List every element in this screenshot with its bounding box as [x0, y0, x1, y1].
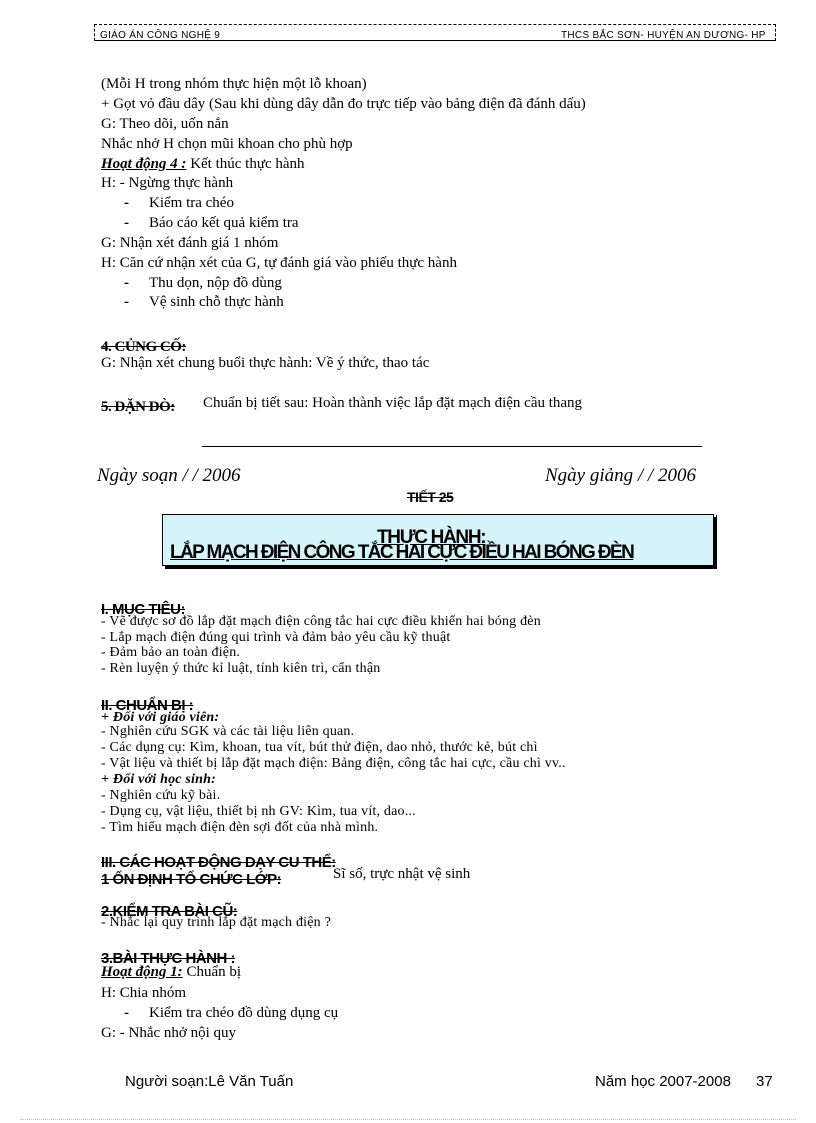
text-line: G: Nhận xét chung buổi thực hành: Về ý thức, thao tác [101, 355, 430, 371]
text-line: (Mỗi H trong nhóm thực hiện một lỗ khoan) [101, 76, 367, 92]
text-line: G: Theo dõi, uốn nắn [101, 116, 229, 132]
section-heading-hoat-dong: III. CÁC HOẠT ĐỘNG DẠY CU THỂ: [101, 854, 336, 871]
list-item: - Thu dọn, nộp đồ dùng [149, 275, 282, 292]
list-item: - Các dụng cụ: Kìm, khoan, tua vít, bút thử điện, dao nhỏ, thước kẻ, bút chì [101, 740, 538, 755]
list-item: - Dụng cụ, vật liệu, thiết bị nh GV: Kìm, tua vít, dao... [101, 804, 416, 819]
activity-1-label: Hoạt động 1: [101, 964, 183, 980]
subheading-bai-thuc-hanh: 3.BÀI THỰC HÀNH : [101, 950, 235, 967]
text-line: H: Chia nhóm [101, 985, 186, 1001]
section-heading-dan-do: 5. DẶN DÒ: [101, 399, 175, 415]
list-item: - Lắp mạch điện đúng qui trình và đảm bảo yêu cầu kỹ thuật [101, 630, 451, 645]
text-line: G: - Nhắc nhở nội quy [101, 1025, 236, 1041]
activity-4-text: Kết thúc thực hành [186, 156, 305, 172]
activity-4-label: Hoạt động 4 : [101, 156, 187, 172]
header-right: THCS BẮC SƠN- HUYỆN AN DƯƠNG- HP [561, 30, 766, 41]
text-line: - Nhắc lại quy trình lắp đặt mạch điện ? [101, 915, 331, 930]
header-left: GIÁO ÁN CÔNG NGHỆ 9 [100, 30, 221, 41]
separator-line [202, 446, 702, 447]
section-heading-cung-co: 4. CỦNG CỐ: [101, 339, 186, 355]
subheading-on-dinh: 1 ỔN ĐỊNH TỔ CHỨC LỚP: [101, 871, 282, 888]
text-line: Nhắc nhở H chọn mũi khoan cho phù hợp [101, 136, 353, 152]
list-item: - Đảm bảo an toàn điện. [101, 645, 241, 660]
title-line-2: LẮP MẠCH ĐIỆN CÔNG TẮC HAI CỰC ĐIỀU HAI BÓNG ĐÈN [170, 542, 634, 563]
list-item: - Vẽ được sơ đồ lắp đặt mạch điện công tắc hai cực điều khiển hai bóng đèn [101, 614, 541, 629]
student-label: + Đối với học sinh: [101, 772, 216, 787]
activity-1 [101, 964, 241, 981]
list-item: - Kiểm tra chéo [149, 195, 234, 212]
section-heading-chuan-bi: II. CHUẨN BỊ : [101, 697, 194, 714]
text-line: H: - Ngừng thực hành [101, 175, 234, 191]
list-item: - Vật liệu và thiết bị lắp đặt mạch điện: Bảng điện, công tắc hai cực, cầu chì vv.. [101, 756, 566, 771]
footer-year: Năm học 2007-2008 [595, 1073, 731, 1090]
activity-1-text: Chuẩn bị [182, 964, 242, 980]
text-line: H: Căn cứ nhận xét của G, tự đánh giá vào phiếu thực hành [101, 255, 457, 271]
bottom-border [20, 1119, 796, 1120]
list-item: - Nghiên cứu SGK và các tài liệu liên quan. [101, 724, 355, 739]
section-heading-muc-tieu: I. MỤC TIÊU: [101, 601, 185, 618]
text-line: Sĩ số, trực nhật vệ sinh [333, 866, 471, 882]
page-number: 37 [756, 1073, 773, 1090]
text-line: + Gọt vỏ đầu dây (Sau khi dùng dây dẫn đo trực tiếp vào bảng điện đã đánh dấu) [101, 96, 586, 112]
date-giang: Ngày giảng / / 2006 [545, 465, 696, 486]
date-soan: Ngày soạn / / 2006 [97, 465, 241, 486]
list-item: - Vệ sinh chỗ thực hành [149, 294, 284, 311]
subheading-kiem-tra: 2.KIỂM TRA BÀI CŨ: [101, 903, 238, 920]
list-item: - Báo cáo kết quả kiểm tra [149, 215, 299, 232]
teacher-label: + Đối với giáo viên: [101, 710, 220, 725]
list-item: - Nghiên cứu kỹ bài. [101, 788, 221, 803]
text-line: G: Nhận xét đánh giá 1 nhóm [101, 235, 279, 251]
list-item: - Rèn luyện ý thức kỉ luật, tính kiên trì, cẩn thận [101, 661, 381, 676]
list-item: - Kiểm tra chéo đồ dùng dụng cụ [149, 1005, 338, 1022]
footer-author: Người soạn:Lê Văn Tuấn [125, 1073, 294, 1090]
activity-4 [101, 156, 305, 173]
lesson-number: TIẾT 25 [407, 489, 454, 505]
text-line: Chuẩn bị tiết sau: Hoàn thành việc lắp đặt mạch điện cầu thang [203, 395, 583, 411]
list-item: - Tìm hiểu mạch điện đèn sợi đốt của nhà mình. [101, 820, 379, 835]
title-line-1: THỰC HÀNH: [377, 527, 486, 548]
